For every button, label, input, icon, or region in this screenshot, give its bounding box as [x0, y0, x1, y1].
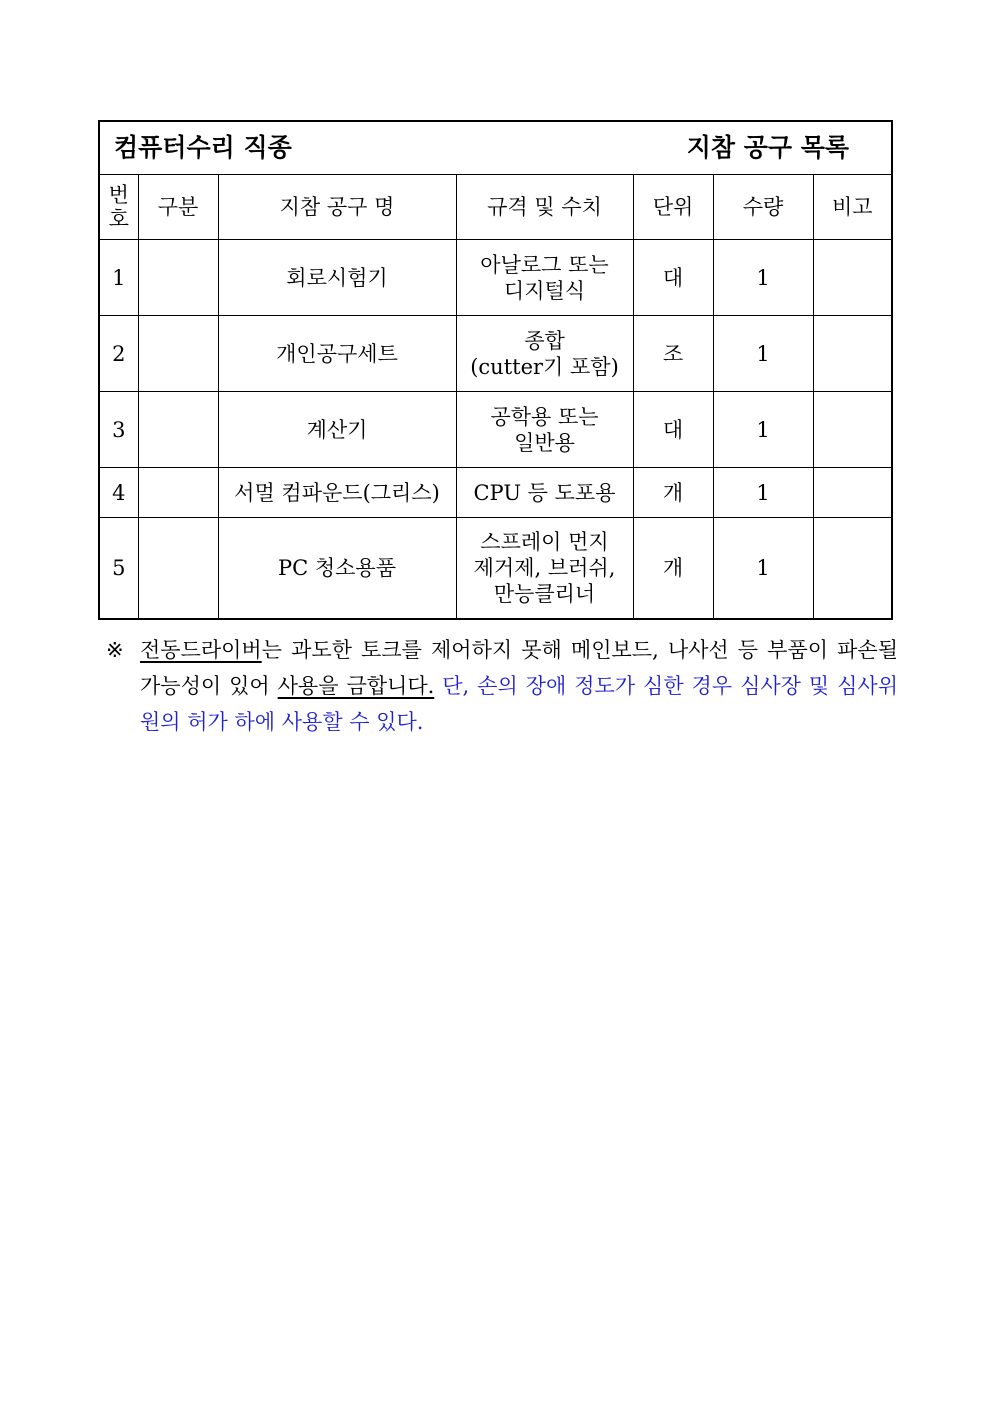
cell-quantity: 1 [713, 392, 813, 468]
cell-unit: 개 [633, 518, 713, 620]
column-header-category: 구분 [138, 175, 218, 240]
cell-number: 1 [99, 240, 138, 316]
cell-category [138, 392, 218, 468]
column-header-remarks: 비고 [813, 175, 892, 240]
column-header-number: 번 호 [99, 175, 138, 240]
cell-quantity: 1 [713, 240, 813, 316]
cell-tool-name: 서멀 컴파운드(그리스) [218, 468, 456, 518]
cell-spec: 스프레이 먼지 제거제, 브러쉬, 만능클리너 [456, 518, 633, 620]
column-header-spec: 규격 및 수치 [456, 175, 633, 240]
column-header-quantity: 수량 [713, 175, 813, 240]
footnote-prohibition: 사용을 금합니다. [277, 674, 435, 698]
cell-remarks [813, 392, 892, 468]
table-row [99, 240, 892, 316]
cell-unit: 대 [633, 392, 713, 468]
footnote-exception: 단, 손의 장애 정도가 심한 경우 심사장 및 심사위원의 허가 하에 사용할 수 있다. [140, 674, 898, 734]
cell-number: 2 [99, 316, 138, 392]
footnote-underlined-tool: 전동드라이버 [140, 638, 262, 662]
cell-quantity: 1 [713, 468, 813, 518]
table-title-left: 컴퓨터수리 직종 [114, 133, 292, 162]
cell-category [138, 240, 218, 316]
cell-remarks [813, 316, 892, 392]
table-row [99, 316, 892, 392]
cell-spec: 공학용 또는 일반용 [456, 392, 633, 468]
cell-number: 5 [99, 518, 138, 620]
footnote-body: 는 과도한 토크를 제어하지 못해 메인보드, 나사선 등 부품이 파손될 가능성이 있어 [140, 638, 898, 698]
cell-unit: 개 [633, 468, 713, 518]
cell-tool-name: 회로시험기 [218, 240, 456, 316]
footnote [106, 632, 898, 740]
column-header-unit: 단위 [633, 175, 713, 240]
cell-category [138, 468, 218, 518]
tool-list-table [98, 120, 893, 620]
cell-remarks [813, 468, 892, 518]
cell-number: 3 [99, 392, 138, 468]
cell-spec: CPU 등 도포용 [456, 468, 633, 518]
cell-tool-name: 개인공구세트 [218, 316, 456, 392]
cell-unit: 조 [633, 316, 713, 392]
cell-quantity: 1 [713, 316, 813, 392]
cell-remarks [813, 518, 892, 620]
table-title-right: 지참 공구 목록 [686, 133, 850, 162]
cell-category [138, 518, 218, 620]
cell-tool-name: 계산기 [218, 392, 456, 468]
cell-spec: 종합 (cutter기 포함) [456, 316, 633, 392]
cell-tool-name: PC 청소용품 [218, 518, 456, 620]
cell-unit: 대 [633, 240, 713, 316]
footnote-text [140, 632, 898, 740]
table-row [99, 392, 892, 468]
table-title-cell [99, 121, 892, 175]
column-header-tool-name: 지참 공구 명 [218, 175, 456, 240]
cell-remarks [813, 240, 892, 316]
table-row [99, 468, 892, 518]
table-row [99, 518, 892, 620]
cell-category [138, 316, 218, 392]
reference-mark: ※ [106, 638, 124, 662]
cell-quantity: 1 [713, 518, 813, 620]
cell-spec: 아날로그 또는 디지털식 [456, 240, 633, 316]
cell-number: 4 [99, 468, 138, 518]
